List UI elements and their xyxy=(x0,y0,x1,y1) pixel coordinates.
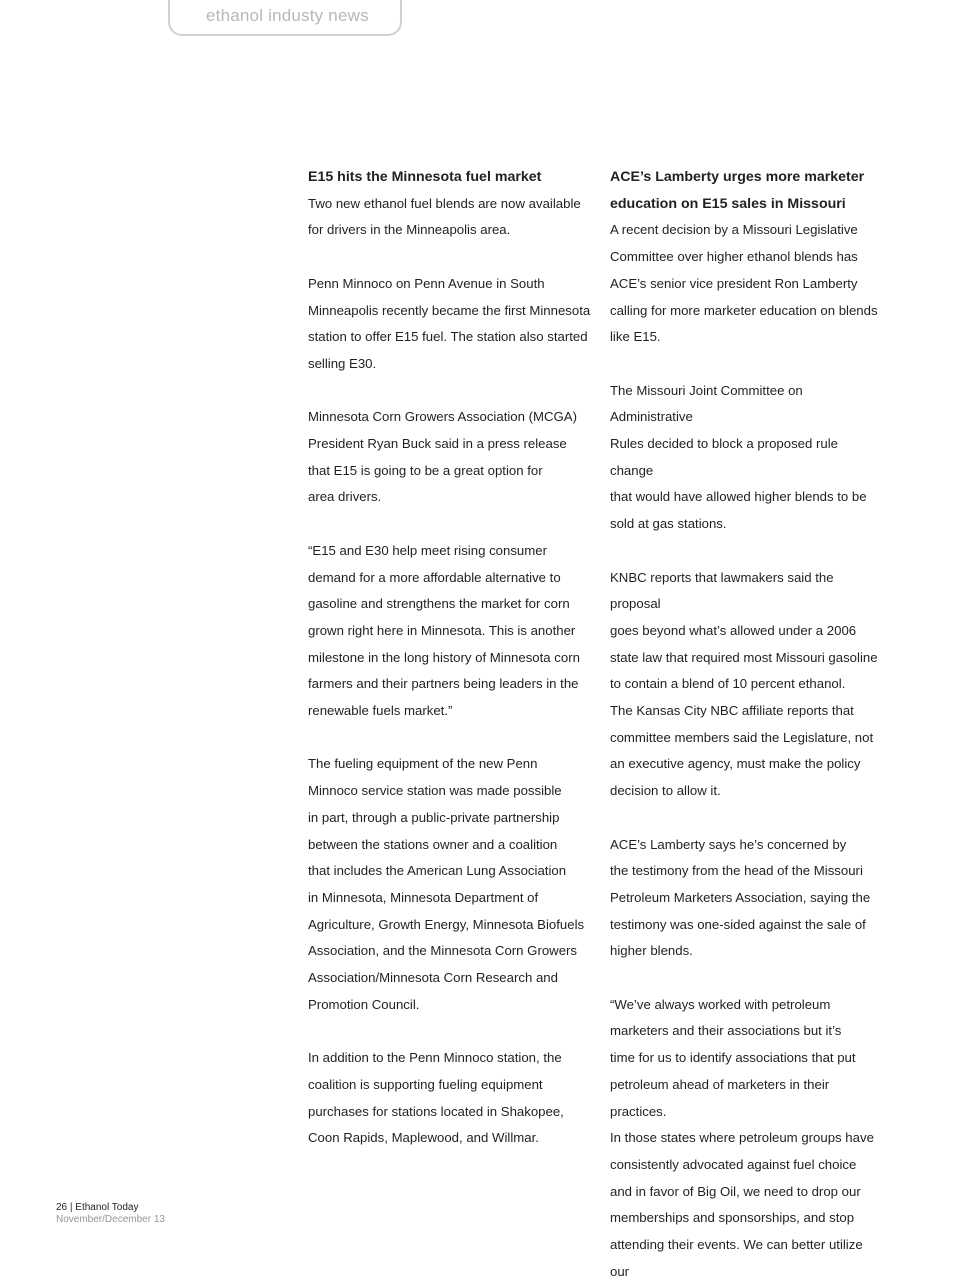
issue-date: November/December 13 xyxy=(56,1214,165,1225)
article-paragraph: A recent decision by a Missouri Legislative Committee over higher ethanol blends has ACE’s senior vice president Ron Lamberty calling for more marketer education on blends like E15. xyxy=(610,222,878,345)
section-label: ethanol industy news xyxy=(206,6,369,25)
article-paragraph: The Missouri Joint Committee on Administrative Rules decided to block a proposed rule change that would have allowed higher blends to be sold at gas stations. xyxy=(610,382,867,532)
article-quote-paragraph: “E15 and E30 help meet rising consumer demand for a more affordable alternative to gasoline and strengthens the market for corn grown right here in Minnesota. This is another milestone in the long history of Minnesota corn farmers and their partners being leaders in the renewable fuels market.” xyxy=(308,542,580,719)
article-paragraph: Penn Minnoco on Penn Avenue in South Minneapolis recently became the first Minnesota station to offer E15 fuel. The station also started selling E30. xyxy=(308,275,591,371)
page-folio xyxy=(56,1202,165,1226)
article-title: E15 hits the Minnesota fuel market xyxy=(308,169,542,185)
page-number: 26 | Ethanol Today xyxy=(56,1202,139,1213)
section-header-tab xyxy=(168,0,402,36)
article-title: ACE’s Lamberty urges more marketer education on E15 sales in Missouri xyxy=(610,169,865,212)
article-paragraph: Two new ethanol fuel blends are now available for drivers in the Minneapolis area. xyxy=(308,195,581,238)
article-e15-minnesota xyxy=(308,164,598,1152)
article-paragraph: ACE’s Lamberty says he’s concerned by the testimony from the head of the Missouri Petroleum Marketers Association, saying the testimony was one-sided against the sale of higher blends. xyxy=(610,836,871,959)
article-quote-paragraph: “We’ve always worked with petroleum marketers and their associations but it’s time for us to identify associations that put petroleum ahead of marketers in their practices. In those states where petroleum groups have consistently advocated against fuel choice and in favor of Big Oil, we need to drop our memberships and sponsorships, and stop attending their events. We can better utilize our xyxy=(610,996,874,1279)
article-lamberty-missouri xyxy=(610,164,882,1285)
article-paragraph: In addition to the Penn Minnoco station, the coalition is supporting fueling equipment purchases for stations located in Shakopee, Coon Rapids, Maplewood, and Willmar. xyxy=(308,1050,564,1146)
article-paragraph: KNBC reports that lawmakers said the proposal goes beyond what’s allowed under a 2006 state law that required most Missouri gasoline to contain a blend of 10 percent ethanol. The Kansas City NBC affiliate reports that committee members said the Legislature, not an executive agency, must make the policy decision to allow it. xyxy=(610,569,878,799)
article-paragraph: The fueling equipment of the new Penn Minnoco service station was made possible in part, through a public-private partnership between the stations owner and a coalition that includes the American Lung Association in Minnesota, Minnesota Department of Agriculture, Growth Energy, Minnesota Biofuels Association, and the Minnesota Corn Growers Association/Minnesota Corn Research and Promotion Council. xyxy=(308,756,585,1012)
article-paragraph: Minnesota Corn Growers Association (MCGA) President Ryan Buck said in a press release that E15 is going to be a great option for area drivers. xyxy=(308,409,577,505)
